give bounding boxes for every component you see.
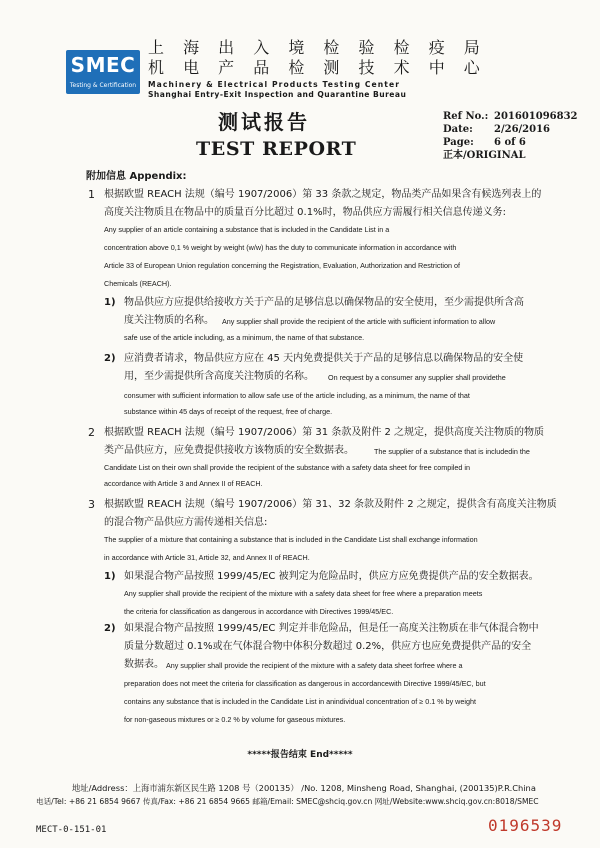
org-name-cn-line1: 上 海 出 入 境 检 验 检 疫 局 bbox=[148, 38, 487, 57]
section-1-item-2-en-line2: consumer with sufficient information to allow safe use of the article including, as a minimum, the name of that bbox=[124, 391, 470, 400]
footer-contact: 电话/Tel: +86 21 6854 9667 传真/Fax: +86 21 6854 9665 邮箱/Email: SMEC@shciq.gov.cn 网址/Website:www.shciq.gov.cn:8018/SMEC bbox=[36, 797, 539, 806]
date-label: Date: bbox=[443, 124, 473, 135]
section-1-item-1-cn-line2: 度关注物质的名称。 bbox=[124, 315, 214, 326]
section-2-number: 2 bbox=[88, 426, 95, 439]
section-3-cn-line2: 的混合物产品供应方需传递相关信息: bbox=[104, 517, 268, 528]
original-mark: 正本/ORIGINAL bbox=[443, 150, 526, 161]
report-end-mark: *****报告结束 End***** bbox=[247, 750, 353, 760]
section-3-item-2-en-line2: preparation does not meet the criteria for classification as dangerous in accordancewith Directive 1999/45/EC, but bbox=[124, 679, 486, 688]
section-3-item-2-en-line4: for non-gaseous mixtures or ≥ 0.2 % by volume for gaseous mixtures. bbox=[124, 715, 346, 724]
section-3-cn-line1: 根据欧盟 REACH 法规（编号 1907/2006）第 31、32 条款及附件 2 之规定，提供含有高度关注物质 bbox=[104, 499, 557, 510]
section-1-cn-line1: 根据欧盟 REACH 法规（编号 1907/2006）第 33 条款之规定，物品类产品如果含有候选列表上的 bbox=[104, 189, 542, 200]
ref-no-label: Ref No.: bbox=[443, 111, 489, 122]
section-3-en-line2: in accordance with Article 31, Article 32, and Annex II of REACH. bbox=[104, 553, 310, 562]
ref-no-value: 201601096832 bbox=[494, 111, 578, 122]
org-name-en-line1: Machinery & Electrical Products Testing Center bbox=[148, 80, 401, 89]
section-3-item-2-en-line3: contains any substance that is included in the Candidate List in anindividual concentration of ≥ 0.1 % by weight bbox=[124, 697, 476, 706]
section-3-item-1-en-line1: Any supplier shall provide the recipient of the mixture with a safety data sheet for free where a preparation meets bbox=[124, 589, 483, 598]
section-3-item-2-number: 2) bbox=[104, 623, 116, 634]
section-1-en-line4: Chemicals (REACH). bbox=[104, 279, 172, 288]
section-2-en-line3: accordance with Article 3 and Annex II of REACH. bbox=[104, 479, 263, 488]
footer-address: 地址/Address：上海市浦东新区民生路 1208 号（200135） /No. 1208, Minsheng Road, Shanghai, (200135)P.R.China bbox=[72, 783, 536, 793]
section-1-item-1-cn-line1: 物品供应方应提供给接收方关于产品的足够信息以确保物品的安全使用，至少需提供所含高 bbox=[124, 297, 524, 308]
section-1-item-1-number: 1) bbox=[104, 297, 116, 308]
section-3-item-2-en-line1: Any supplier shall provide the recipient of the mixture with a safety data sheet forfree where a bbox=[166, 661, 463, 670]
section-3-item-2-cn-line2: 质量分数超过 0.1%或在气体混合物中体积分数超过 0.2%，供应方也应免费提供产品的安全 bbox=[124, 641, 532, 652]
logo-text: SMEC bbox=[70, 53, 136, 77]
section-3-item-2-cn-line3: 数据表。 bbox=[124, 659, 164, 670]
section-3-item-1-cn-line1: 如果混合物产品按照 1999/45/EC 被判定为危险品时，供应方应免费提供产品的安全数据表。 bbox=[124, 571, 539, 582]
document-code: MECT-0-151-01 bbox=[36, 825, 107, 835]
section-1-item-2-en-line1: On request by a consumer any supplier shall providethe bbox=[328, 373, 506, 382]
section-1-item-2-number: 2) bbox=[104, 353, 116, 364]
section-2-cn-line1: 根据欧盟 REACH 法规（编号 1907/2006）第 31 条款及附件 2 之规定，提供高度关注物质的物质 bbox=[104, 427, 545, 438]
section-1-item-2-en-line3: substance within 45 days of receipt of the request, free of charge. bbox=[124, 407, 333, 416]
section-1-en-line1: Any supplier of an article containing a substance that is included in the Candidate List in a bbox=[104, 225, 390, 234]
section-3-item-1-en-line2: the criteria for classification as dangerous in accordance with Directives 1999/45/EC. bbox=[124, 607, 394, 616]
page-label: Page: bbox=[443, 137, 474, 148]
section-1-item-1-en-line2: safe use of the article including, as a minimum, the name of that substance. bbox=[124, 333, 365, 342]
section-1-en-line2: concentration above 0,1 % weight by weight (w/w) has the duty to communicate information in accordance with bbox=[104, 243, 457, 252]
section-3-en-line1: The supplier of a mixture that containing a substance that is included in the Candidate List shall exchange information bbox=[104, 535, 478, 544]
date-value: 2/26/2016 bbox=[494, 124, 551, 135]
page-value: 6 of 6 bbox=[494, 137, 526, 148]
section-3-item-2-cn-line1: 如果混合物产品按照 1999/45/EC 判定并非危险品，但是任一高度关注物质在非气体混合物中 bbox=[124, 623, 539, 634]
section-2-en-line2: Candidate List on their own shall provide the recipient of the substance with a safety data sheet for free compiled in bbox=[104, 463, 470, 472]
report-title-cn: 测试报告 bbox=[218, 110, 310, 134]
section-1-number: 1 bbox=[88, 188, 95, 201]
section-1-item-2-cn-line2: 用，至少需提供所含高度关注物质的名称。 bbox=[124, 371, 314, 382]
section-2-cn-line2: 类产品供应方，应免费提供接收方该物质的安全数据表。 bbox=[104, 445, 354, 456]
report-title-en: TEST REPORT bbox=[196, 138, 357, 160]
section-1-item-2-cn-line1: 应消费者请求，物品供应方应在 45 天内免费提供关于产品的足够信息以确保物品的安全使 bbox=[124, 353, 524, 364]
logo-subtitle: Testing & Certification bbox=[69, 82, 137, 89]
org-name-cn-line2: 机 电 产 品 检 测 技 术 中 心 bbox=[148, 58, 487, 77]
appendix-title: 附加信息 Appendix: bbox=[86, 171, 187, 182]
section-1-en-line3: Article 33 of European Union regulation concerning the Registration, Evaluation, Authorization and Restriction of bbox=[104, 261, 460, 270]
section-3-number: 3 bbox=[88, 498, 95, 511]
section-1-cn-line2: 高度关注物质且在物品中的质量百分比超过 0.1%时，物品供应方需履行相关信息传递义务: bbox=[104, 207, 506, 218]
serial-number: 0196539 bbox=[488, 816, 563, 835]
org-name-en-line2: Shanghai Entry-Exit Inspection and Quarantine Bureau bbox=[148, 90, 407, 99]
section-2-en-line1: The supplier of a substance that is includedin the bbox=[374, 447, 530, 456]
section-1-item-1-en-line1: Any supplier shall provide the recipient of the article with sufficient information to allow bbox=[222, 317, 496, 326]
section-3-item-1-number: 1) bbox=[104, 571, 116, 582]
